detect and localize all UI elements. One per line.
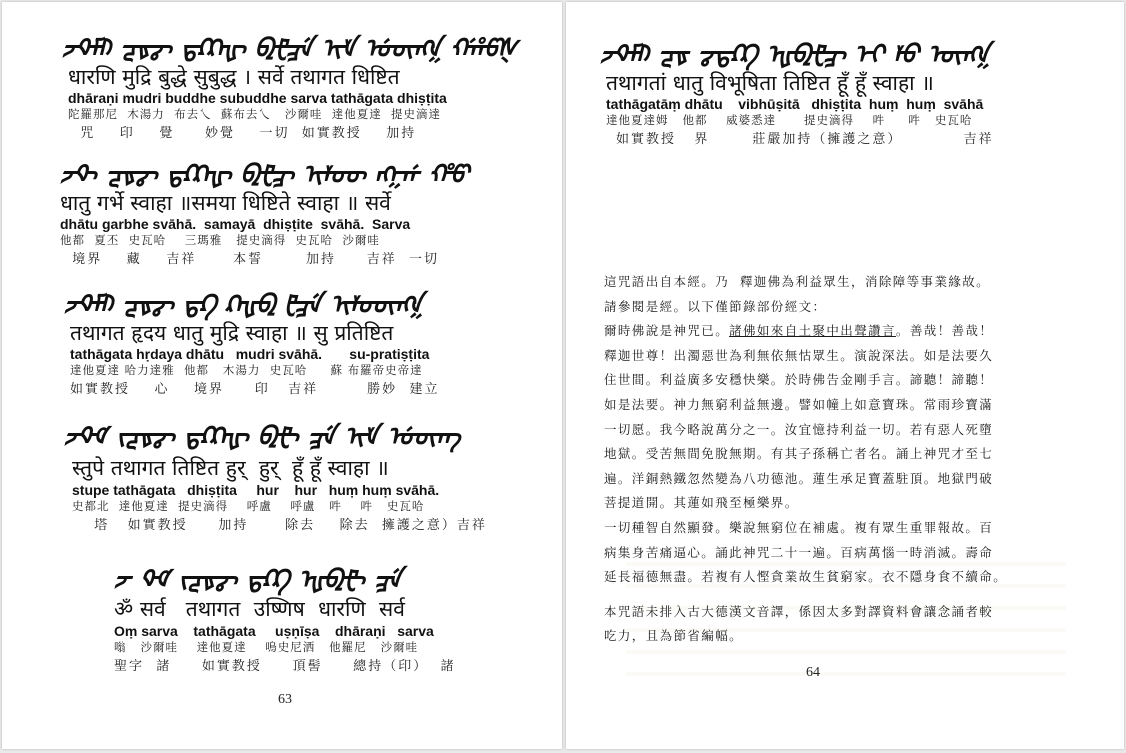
prose-line: 一切種智自然顯發。樂說無窮位在補處。複有眾生重罪報故。百 bbox=[604, 519, 994, 535]
roman-line: dhāraṇi mudri buddhe subuddhe sarva tathāgata dhiṣṭita bbox=[68, 90, 447, 106]
devanagari-line: तथागत हृदय धातु मुद्रि स्वाहा ॥ सु प्रतिष्टित bbox=[70, 321, 394, 345]
paragraph-gap bbox=[604, 590, 1084, 600]
prose-line: 如是法要。神力無窮利益無邊。譬如幢上如意寶珠。常雨珍寶滿 bbox=[604, 396, 994, 412]
page-number: 63 bbox=[278, 692, 292, 707]
phonetic-line: 嗡 沙爾哇 達他夏達 嗚史尼洒 他羅尼 沙爾哇 bbox=[114, 640, 419, 654]
prose-line: 吃力，且為節省編幅。 bbox=[604, 628, 744, 644]
siddham-line: ᡔᡐᡏᡕ ᡓᡑ ᡒᡖᡗᡘ ᡙᡚᡛᡜ ᡝᡞ ᡟᡠ ᡡᡢᡣ bbox=[600, 40, 990, 70]
prose-line: 請參閱是經。以下僅節錄部份經文： bbox=[604, 298, 827, 314]
phonetic-line: 達他夏達姆 他都 威婆悉達 提史滴得 吽 吽 史瓦哈 bbox=[606, 113, 973, 127]
underlined-phrase: 諸佛如來自土聚中出聲讚言 bbox=[729, 323, 896, 339]
prose-line: 本咒語未排入古大德漢文音譯，係因太多對譯資料會讓念誦者較 bbox=[604, 603, 994, 619]
mantra-block-3 bbox=[2, 292, 562, 396]
mantra-block-1 bbox=[2, 36, 562, 140]
devanagari-line: धातु गर्भे स्वाहा ॥समया धिष्टिते स्वाहा ॥ सर्वे bbox=[60, 191, 391, 215]
meaning-line: 咒 印 覺 妙覺 一切 如實教授 加持 bbox=[68, 125, 417, 141]
prose-line: 遍。洋銅熱鐵忽然變為八功德池。蓮生承足寶蓋駐頂。地獄門破 bbox=[604, 470, 994, 486]
prose-line: 這咒語出自本經。乃 釋迦佛為利益眾生，消除障等事業緣故。 bbox=[604, 274, 991, 289]
prose-line: 一切愿。我今略說萬分之一。汝宜憶持利益一切。若有惡人死墮 bbox=[604, 421, 994, 437]
mantra-block-2 bbox=[2, 162, 562, 266]
siddham-line: ᡔᡐᡏᡕ ᡓᡑᡒ ᡖᡗᡘᡙ ᡚᡛᡜᡝ ᡞᡟ ᡠᡡᡢᡣ ᡤᡥᡦᡧ bbox=[62, 34, 518, 64]
mantra-block-right bbox=[566, 42, 1124, 146]
phonetic-line: 史都北 達他夏達 提史滴得 呼盧 呼盧 吽 吽 史瓦哈 bbox=[72, 499, 425, 513]
right-page bbox=[566, 2, 1124, 749]
meaning-line: 如實教授 心 境界 印 吉祥 勝妙 建立 bbox=[70, 381, 440, 397]
roman-line: Oṃ sarva tathāgata uṣṇīṣa dhāraṇi sarva bbox=[114, 623, 434, 639]
sutra-excerpt bbox=[604, 270, 1084, 649]
prose-line bbox=[604, 319, 1084, 344]
devanagari-line: धारणि मुद्रि बुद्धे सुबुद्ध । सर्वे तथागत धिष्टित bbox=[68, 65, 400, 89]
roman-line: dhātu garbhe svāhā. samayā dhiṣṭite svāhā. Sarva bbox=[60, 216, 411, 232]
meaning-line: 聖字 諸 如實教授 頂髻 總持（印） 諸 bbox=[114, 658, 456, 674]
siddham-line: ᡔᡐ ᡓᡑᡒ ᡖᡗᡘᡙ ᡚᡛᡜ ᡞᡟᡠᡡ ᡢᡣᡤ ᡥᡦ bbox=[60, 160, 469, 190]
prose-text: 。善哉！善哉！ bbox=[895, 323, 994, 339]
prose-line: 住世間。利益廣多安穩快樂。於時佛告金剛手言。諦聽！諦聽！ bbox=[604, 372, 994, 388]
devanagari-line: ॐ सर्व तथागत उष्णिष धारणि सर्व bbox=[114, 597, 405, 621]
siddham-line: ᡔᡐᡏᡕ ᡓᡑᡒ ᡖᡗ ᡘᡙᡚ ᡛᡜᡝ ᡞᡟᡠᡡᡢᡣ bbox=[64, 290, 423, 320]
phonetic-line: 達他夏達 哈力達雅 他都 木湯力 史瓦哈 蘇 布羅帝史帝達 bbox=[70, 363, 423, 377]
prose-text: 爾時佛說是神咒已。 bbox=[604, 323, 730, 339]
mantra-block-5 bbox=[2, 567, 562, 673]
prose-line: 延長福德無盡。若複有人慳貪業故生貧窮家。衣不隱身食不續命。 bbox=[604, 569, 1008, 585]
prose-line: 菩提道開。其蓮如飛至極樂界。 bbox=[604, 495, 799, 511]
devanagari-line: तथागतां धातु विभूषिता तिष्टित हूँ हूँ स्वाहा ॥ bbox=[606, 71, 934, 95]
devanagari-line: स्तुपे तथागत तिष्टित हुर् हुर् हूँ हूँ स्वाहा ॥ bbox=[72, 456, 389, 480]
meaning-line: 境界 藏 吉祥 本誓 加持 吉祥 一切 bbox=[60, 251, 439, 267]
siddham-line: ᡔ ᡐᡏ ᡕᡓᡑᡒ ᡖᡗᡘ ᡙᡚᡛ ᡜᡝ bbox=[114, 565, 402, 595]
phonetic-line: 他都 夏丕 史瓦哈 三瑪雅 提史滴得 史瓦哈 沙爾哇 bbox=[60, 233, 380, 247]
prose-line: 病集身苦痛逼心。誦此神咒二十一遍。百病萬惱一時消滅。壽命 bbox=[604, 544, 994, 560]
mantra-block-4 bbox=[2, 424, 562, 532]
meaning-line: 塔 如實教授 加持 除去 除去 擁護之意）吉祥 bbox=[82, 517, 487, 533]
page-number: 64 bbox=[806, 665, 820, 680]
roman-line: tathāgatāṃ dhātu vibhūṣitā dhiṣṭita huṃ huṃ svāhā bbox=[606, 96, 984, 112]
meaning-line: 如實教授 界 莊嚴加持（擁護之意） 吉祥 bbox=[616, 131, 994, 147]
siddham-line: ᡔᡐᡏ ᡕᡓᡑᡒ ᡖᡗᡘᡙ ᡚᡛ ᡜᡝ ᡞᡟ ᡠᡡᡢ bbox=[64, 422, 461, 452]
prose-line: 釋迦世尊！出濁惡世為利無依無怙眾生。演說深法。如是法要久 bbox=[604, 347, 994, 363]
prose-line: 地獄。受苦無間免脫無期。有其子孫稱亡者名。誦上神咒才至七 bbox=[604, 446, 994, 462]
roman-line: stupe tathāgata dhiṣṭita hur hur huṃ huṃ svāhā. bbox=[72, 482, 440, 498]
roman-line: tathāgata hṛdaya dhātu mudri svāhā. su-pratiṣṭita bbox=[70, 346, 430, 362]
left-page bbox=[2, 2, 562, 749]
phonetic-line: 陀羅那尼 木湯力 布去乀 蘇布去乀 沙爾哇 達他夏達 提史滴達 bbox=[68, 107, 442, 121]
